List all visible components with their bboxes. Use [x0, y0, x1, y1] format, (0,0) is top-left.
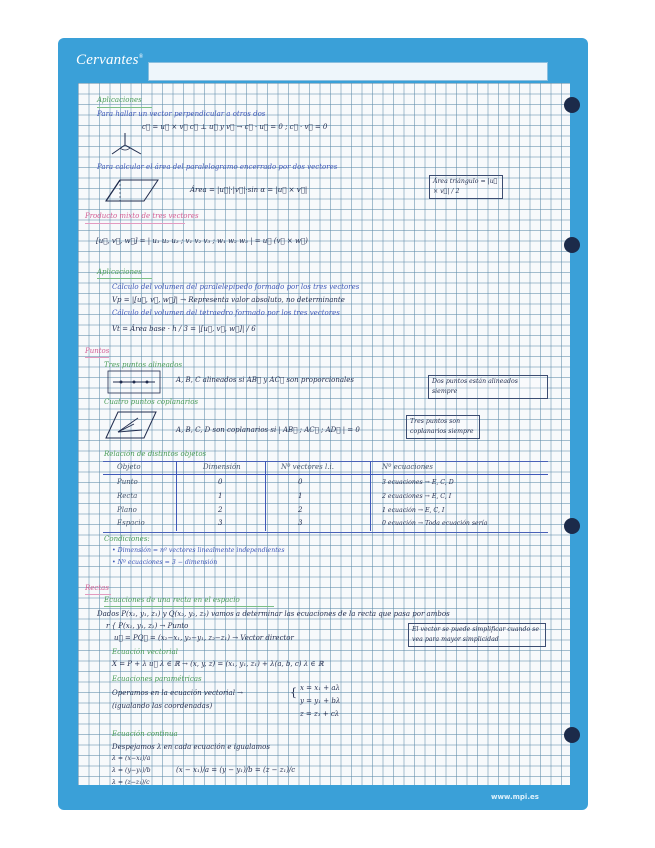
aligned-points-sketch-icon: [107, 370, 161, 394]
section-title: Rectas: [85, 584, 109, 592]
subsection-title: Ecuaciones paramétricas: [112, 675, 202, 683]
note-line: Para calcular el área del paralelogramo encerrado por dos vectores: [97, 163, 338, 171]
formula: Dados P(x₁, y₁, z₁) y Q(x₂, y₂, z₂) vamos a determinar las ecuaciones de la recta que pasa por ambos: [97, 610, 450, 618]
table-divider: [370, 461, 371, 531]
boxed-note: Dos puntos están alineados siempre: [428, 375, 548, 399]
subsection-title: Relación de distintos objetos: [104, 450, 207, 458]
header-field: [148, 62, 548, 81]
note-line: Cálculo del volumen del tetraedro formado por los tres vectores: [112, 309, 340, 317]
table-cell: 2: [298, 506, 303, 514]
formula: r { P(x₁, y₁, z₁) → Punto: [106, 622, 189, 630]
formula: Área = |u⃗|·|v⃗|·sin α = |u⃗ × v⃗|: [190, 186, 308, 194]
boxed-note: Tres puntos son coplanarios siempre: [406, 415, 480, 439]
table-header: Objeto: [117, 463, 141, 471]
table-cell: 3 ecuaciones → E, C, D: [382, 479, 454, 486]
subsection-title: Ecuaciones de una recta en el espacio: [104, 596, 240, 604]
binder-hole: [564, 727, 580, 743]
table-cell: 2: [218, 506, 223, 514]
formula: z = z₁ + cλ: [300, 710, 340, 718]
note-line: • Nº ecuaciones = 3 − dimensión: [112, 559, 218, 566]
table-header: Nº vectores l.i.: [281, 463, 334, 471]
parallelogram-sketch-icon: [102, 177, 160, 203]
formula: y = y₁ + bλ: [300, 697, 341, 705]
footer-url: www.mpi.es: [491, 793, 539, 801]
table-cell: 1: [218, 492, 223, 500]
boxed-note: Área triángulo = |u⃗ × v⃗| / 2: [429, 175, 503, 199]
brand-logo: Cervantes®: [76, 52, 144, 68]
formula: c⃗ = u⃗ × v⃗ c⃗ ⊥ u⃗ y v⃗ → c⃗ · u⃗ = 0 ; c⃗ · v⃗ = 0: [142, 123, 328, 131]
binder-hole: [564, 518, 580, 534]
subsection-title: Ecuación continua: [112, 730, 178, 738]
table-cell: Espacio: [117, 519, 145, 527]
underline: [104, 606, 274, 607]
note-line: Operamos en la ecuación vectorial →: [112, 689, 244, 697]
table-cell: 1: [298, 492, 303, 500]
note-line: Cálculo del volumen del paralelepípedo formado por los tres vectores: [112, 283, 360, 291]
subsection-title: Cuatro puntos coplanarios: [104, 398, 199, 406]
table-cell: Punto: [117, 478, 138, 486]
subsection-title: Condiciones:: [104, 535, 150, 543]
table-cell: 1 ecuación → E, C, I: [382, 507, 445, 514]
formula: Vp = |[u⃗, v⃗, w⃗]| → Representa valor absoluto, no determinante: [112, 296, 345, 304]
table-divider: [265, 461, 266, 531]
table-header: Dimensión: [203, 463, 241, 471]
underline: [97, 107, 152, 108]
section-title: Puntos: [85, 347, 110, 355]
table-cell: 2 ecuaciones → E, C, I: [382, 493, 452, 500]
table-cell: 0 ecuación → Toda ecuación sería: [382, 520, 488, 527]
underline: [85, 223, 185, 224]
section-title: Aplicaciones: [97, 268, 142, 276]
binder-hole: [564, 237, 580, 253]
section-title: Producto mixto de tres vectores: [85, 212, 199, 220]
table-cell: 3: [218, 519, 223, 527]
formula: λ = (z−z₁)/c: [112, 779, 150, 786]
note-line: Despejamos λ en cada ecuación e igualamos: [112, 743, 270, 751]
table-cell: Plano: [117, 506, 137, 514]
section-title: Aplicaciones: [97, 96, 142, 104]
formula: [u⃗, v⃗, w⃗] = | u₁ u₂ u₃ ; v₁ v₂ v₃ ; w₁ w₂ w₃ | = u⃗ (v⃗ × w⃗): [96, 237, 308, 245]
formula: λ = (x−x₁)/a: [112, 755, 151, 762]
subsection-title: Ecuación vectorial: [112, 648, 178, 656]
formula: A, B, C alineados si AB⃗ y AC⃗ son proporcionales: [176, 376, 355, 384]
formula: X = P + λ u⃗ λ ∈ ℝ → (x, y, z) = (x₁, y₁, z₁) + λ(a, b, c) λ ∈ ℝ: [112, 660, 324, 668]
note-line: Para hallar un vector perpendicular a otros dos: [97, 110, 266, 118]
vector-sketch-icon: [108, 132, 146, 158]
brace-icon: {: [290, 686, 297, 699]
underline: [97, 278, 152, 279]
coplanar-points-sketch-icon: [104, 410, 158, 440]
table-divider: [103, 474, 548, 475]
formula: A, B, C, D son coplanarios si | AB⃗ ; AC⃗ ; AD⃗ | = 0: [176, 426, 360, 434]
note-line: • Dimensión = nº vectores linealmente independientes: [112, 547, 285, 554]
table-cell: 0: [218, 478, 223, 486]
binder-hole: [564, 97, 580, 113]
formula: λ = (y−y₁)/b: [112, 767, 151, 774]
underline: [85, 357, 109, 358]
underline: [85, 594, 111, 595]
formula: Vt = Área base · h / 3 = |[u⃗, v⃗, w⃗]| / 6: [112, 325, 256, 333]
formula: u⃗ = PQ⃗ = (x₂−x₁, y₂−y₁, z₂−z₁) → Vector director: [114, 634, 294, 642]
note-line: (igualando las coordenadas): [112, 702, 213, 710]
boxed-note: El vector se puede simplificar cuando se vea para mayor simplicidad: [408, 623, 546, 647]
table-cell: Recta: [117, 492, 138, 500]
formula: x = x₁ + aλ: [300, 684, 340, 692]
table-header: Nº ecuaciones: [382, 463, 434, 471]
subsection-title: Tres puntos alineados: [104, 361, 183, 369]
formula: (x − x₁)/a = (y − y₁)/b = (z − z₁)/c: [176, 766, 296, 774]
table-divider: [176, 461, 177, 531]
table-cell: 0: [298, 478, 303, 486]
table-cell: 3: [298, 519, 303, 527]
